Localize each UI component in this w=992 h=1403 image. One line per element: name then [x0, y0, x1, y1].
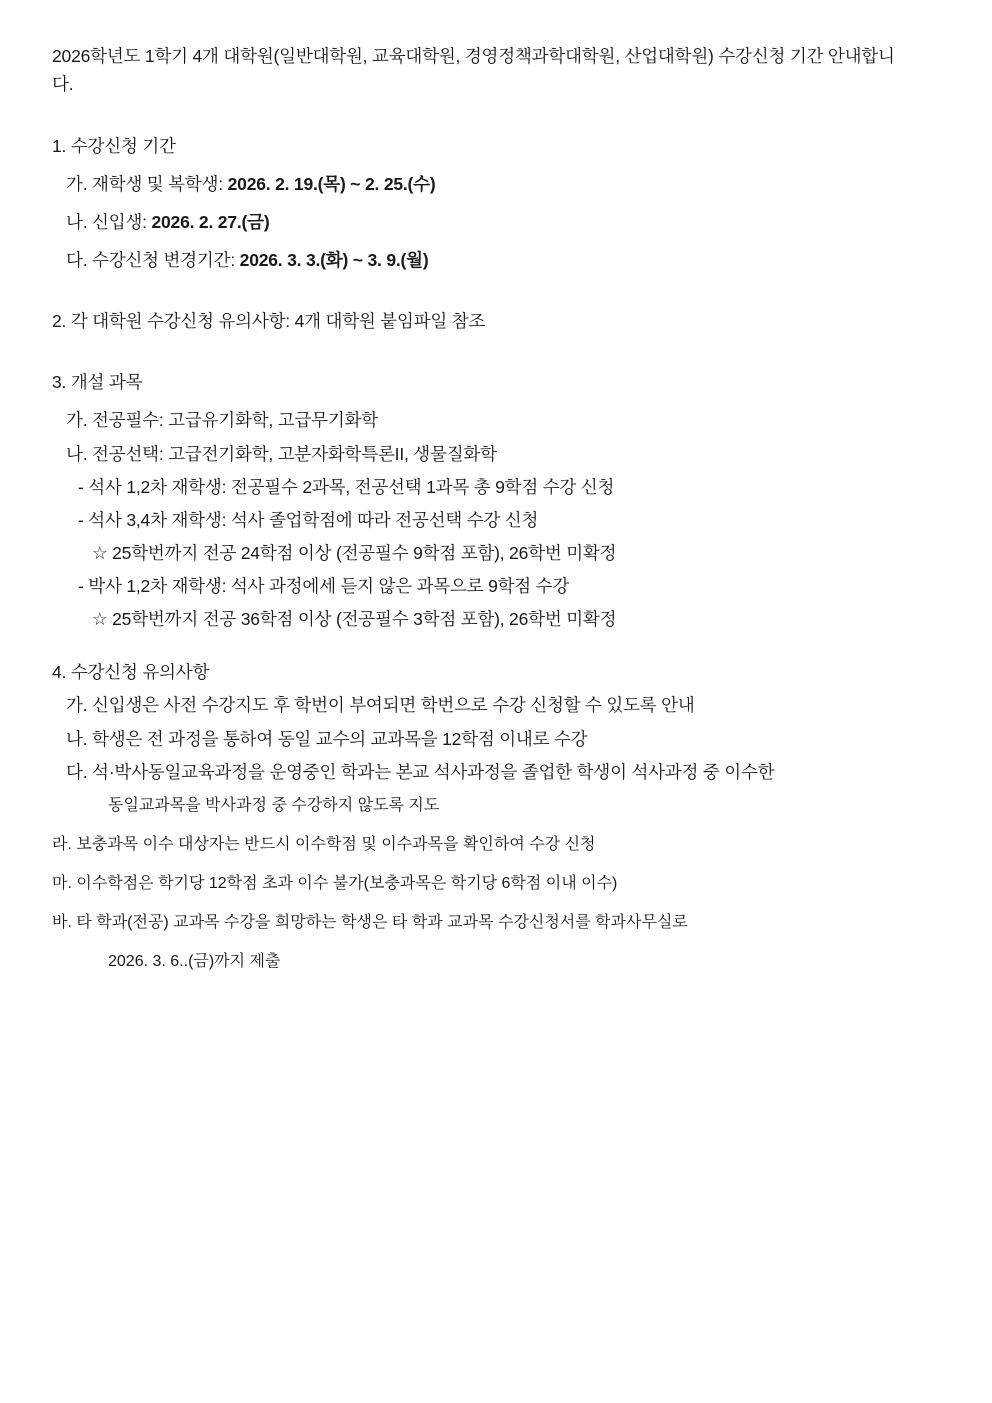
spacer [52, 335, 940, 369]
section-4-title: 4. 수강신청 유의사항 [52, 662, 210, 683]
section-3-item-6: - 박사 1,2차 재학생: 석사 과정에세 듣지 않은 과목으로 9학점 수강 [78, 576, 570, 597]
section-1-item-c [52, 247, 940, 274]
spacer [52, 633, 940, 659]
section-4-item-f-cont: 2026. 3. 6..(금)까지 제출 [108, 952, 281, 970]
section-3-item-3: - 석사 1,2차 재학생: 전공필수 2과목, 전공선택 1과목 총 9학점 수강 신청 [78, 476, 615, 497]
section-4-item-a: 가. 신입생은 사전 수강지도 후 학번이 부여되면 학번으로 수강 신청할 수 있도록 안내 [66, 695, 695, 716]
section-1-item-c-label: 다. 수강신청 변경기간: [66, 250, 240, 271]
intro-paragraph: 2026학년도 1학기 4개 대학원(일반대학원, 교육대학원, 경영정책과학대학원, 산업대학원) 수강신청 기간 안내합니다. [52, 46, 895, 95]
section-1-item-b [52, 209, 940, 236]
section-3-item-2: 나. 전공선택: 고급전기화학, 고분자화학특론II, 생물질화학 [66, 443, 497, 464]
section-1-item-a-label: 가. 재학생 및 복학생: [66, 173, 228, 194]
section-4-item-c-cont: 동일교과목을 박사과정 중 수강하지 않도록 지도 [108, 796, 440, 814]
section-3-item-1: 가. 전공필수: 고급유기화학, 고급무기화학 [66, 410, 378, 431]
section-1-item-a [52, 171, 940, 198]
section-3-item-4: - 석사 3,4차 재학생: 석사 졸업학점에 따라 전공선택 수강 신청 [78, 509, 539, 530]
section-2-title: 2. 각 대학원 수강신청 유의사항: 4개 대학원 붙임파일 참조 [52, 311, 486, 332]
section-1-item-b-value: 2026. 2. 27.(금) [151, 211, 270, 232]
section-1-item-c-value: 2026. 3. 3.(화) ~ 3. 9.(월) [239, 250, 429, 271]
section-1-item-a-value: 2026. 2. 19.(목) ~ 2. 25.(수) [227, 173, 436, 194]
section-3-item-5: ☆ 25학번까지 전공 24학점 이상 (전공필수 9학점 포함), 26학번 미확정 [92, 542, 617, 563]
section-4-item-b: 나. 학생은 전 과정을 통하여 동일 교수의 교과목을 12학점 이내로 수강 [66, 728, 588, 749]
section-3-item-7: ☆ 25학번까지 전공 36학점 이상 (전공필수 3학점 포함), 26학번 미확정 [92, 609, 617, 630]
section-4-item-c: 다. 석·박사동일교육과정을 운영중인 학과는 본교 석사과정을 졸업한 학생이 석사과정 중 이수한 [66, 761, 775, 782]
spacer [52, 99, 940, 133]
section-1-title: 1. 수강신청 기간 [52, 135, 176, 156]
section-1-item-b-label: 나. 신입생: [66, 211, 152, 232]
section-4-item-e: 마. 이수학점은 학기당 12학점 초과 이수 불가(보충과목은 학기당 6학점 이내 이수) [52, 874, 618, 892]
section-4-item-f: 바. 타 학과(전공) 교과목 수강을 희망하는 학생은 타 학과 교과목 수강신청서를 학과사무실로 [52, 913, 688, 931]
section-3-title: 3. 개설 과목 [52, 372, 143, 393]
section-4-item-d: 라. 보충과목 이수 대상자는 반드시 이수학점 및 이수과목을 확인하여 수강 신청 [52, 835, 596, 853]
spacer [52, 274, 940, 308]
